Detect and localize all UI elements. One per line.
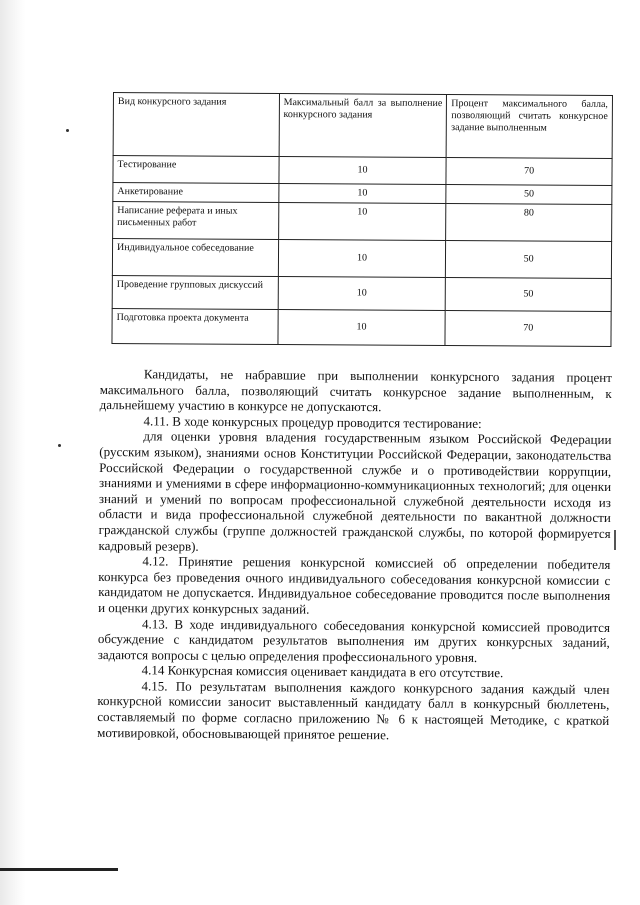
row-task: Тестирование [113,156,279,184]
header-max-score: Максимальный балл за выполнение конкурсного задания [279,94,447,158]
row-task: Анкетирование [113,183,279,203]
scan-speck [66,129,69,132]
table-row [112,239,611,279]
paragraph-candidates: Кандидаты, не набравшие при выполнении конкурсного задания процент максимального балла, позволяющий считать конкурсное задание выполненным, к дальнейшему участию в конкурсе не допускаются. [99,366,612,415]
criteria-table [111,92,613,347]
row-max-score: 10 [278,240,446,278]
table-row [112,308,611,346]
row-task: Проведение групповых дискуссий [112,275,278,309]
header-percent: Процент максимального балла, позволяющий считать конкурсное задание выполненным [446,95,612,159]
row-task: Написание реферата и иных письменных работ [113,202,279,240]
body-text [97,366,612,744]
row-max-score: 10 [279,157,447,185]
scan-speck [58,444,61,447]
row-max-score: 10 [278,203,446,241]
header-task-type: Вид конкурсного задания [113,93,279,157]
row-percent: 50 [446,241,612,279]
paragraph-testing-purpose: для оценки уровня владения государственным языком Российской Федерации (русским языком), знаниями основ Конституции Российской Федерации, законодательства Российской Федерации о государственной службе и о противодействии коррупции, знаниями и умениями в сфере информационно-коммуникационных технологий; для оценки знаний и умений по вопросам профессиональной служебной деятельности исходя из области и вида профессиональной служебной деятельности по вакантной должности гражданской службы (группе должностей гражданской службы, по которой формируется кадровый резерв). [98,428,612,554]
row-percent: 80 [446,204,612,242]
row-max-score: 10 [278,310,446,346]
row-max-score: 10 [278,184,446,204]
row-percent: 70 [445,311,611,347]
paragraph-4-15: 4.15. По результатам выполнения каждого конкурсного задания каждый член конкурсной комиссии заносит выставленный кандидату балл в конкурсный бюллетень, составляемый по форме согласно приложению № 6 к настоящей Методике, с краткой мотивировкой, обосновывающей принятое решение. [97,678,610,742]
table-row [113,202,612,242]
table-row [113,156,612,186]
paragraph-4-13: 4.13. В ходе индивидуального собеседования конкурсной комиссией проводится обсуждение с кандидатом результатов выполнения им других конкурсных заданий, задаются вопросы с целью определения профессионального уровня. [97,615,611,665]
row-task: Подготовка проекта документа [112,308,278,344]
row-max-score: 10 [278,277,446,311]
table-row [112,275,611,311]
scan-mark [614,530,616,550]
paragraph-4-12: 4.12. Принятие решения конкурсной комиссией об определении победителя конкурса без проведения очного индивидуального собеседования конкурсной комиссии с кандидатом не допускается. Индивидуальное собеседование проводится после выполнения и оценки других конкурсных заданий. [98,553,611,617]
scan-edge-line [0,868,118,871]
row-percent: 50 [446,185,612,205]
row-percent: 50 [446,278,612,312]
row-percent: 70 [446,158,612,186]
row-task: Индивидуальное собеседование [112,239,278,277]
table-header-row [113,93,612,159]
scan-shadow [0,0,26,905]
paragraph-4-14: 4.14 Конкурсная комиссия оценивает кандидата в его отсутствие. [141,662,504,681]
paragraph-4-11: 4.11. В ходе конкурсных процедур проводится тестирование: [143,413,482,431]
